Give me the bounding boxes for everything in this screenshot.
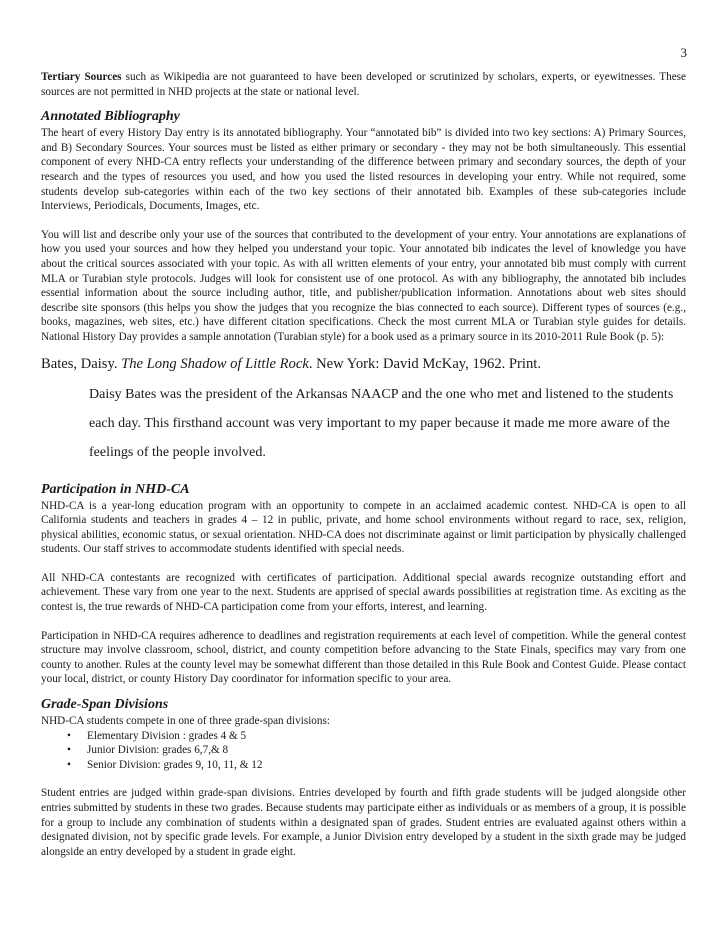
list-item: • Senior Division: grades 9, 10, 11, & 12	[67, 758, 263, 771]
annotated-bibliography-paragraph-2: You will list and describe only your use of the sources that contributed to the development of your entry. Your annotations are explanations of how you used your sources and how they helped you understand your topic. Your annotated bib indicates the level of knowledge you have about the critical sources associated with your topic. As with all written elements of your entry, your annotated bib must comply with current MLA or Turabian style protocols. Judges will look for consistent use of one protocol. As with any bibliography, the annotated bib includes essential information about the source including author, title, and publisher/publication information. Annotations about web sites should describe site sponsors (this helps you show the judges that you recognize the bias connected to each source). Different types of sources (e.g., books, magazines, web sites, etc.) have different citation specifications. Check the most current MLA or Turabian style guides for details. National History Day provides a sample annotation (Turabian style) for a book used as a primary source in its 2010-2011 Rule Book (p. 5):	[41, 228, 686, 343]
bullet-icon: •	[67, 744, 71, 757]
citation-publication: . New York: David McKay, 1962. Print.	[308, 355, 541, 372]
annotated-bibliography-paragraph-1: The heart of every History Day entry is its annotated bibliography. Your “annotated bib” is divided into two key sections: A) Primary Sources, and B) Secondary Sources. Your sources must be listed as either primary or secondary - they may not be both simultaneously. This essential component of every NHD-CA entry reflects your understanding of the difference between primary and secondary sources, the depth of your research and the types of resources you used, and how you used the listed resources in developing your entry. While not required, some students develop sub-categories within each of the two key sections of their annotated bib. Examples of these sub-categories include Interviews, Periodicals, Documents, Images, etc.	[41, 127, 686, 213]
participation-paragraph-2: All NHD-CA contestants are recognized with certificates of participation. Additional special awards recognize outstanding effort and achievement. These vary from one year to the next. Students are apprised of special awards possibilities at registration time. As exciting as the contest is, the true rewards of NHD-CA participation come from your efforts, interest, and learning.	[41, 571, 686, 614]
bullet-icon: •	[67, 729, 71, 742]
tertiary-sources-paragraph	[41, 70, 686, 99]
grade-span-paragraph: Student entries are judged within grade-span divisions. Entries developed by fourth and fifth grade students will be judged alongside other entries submitted by students in these two grades. Because students may participate either as individuals or as members of a group, it is possible for a group to include any combination of students within a designated span of grades. Student entries are evaluated against others within a designated division, not by specific grade levels. For example, a Junior Division entry developed by a student in the sixth grade may be judged alongside an entry developed by a student in grade eight.	[41, 787, 686, 858]
participation-paragraph-1: NHD-CA is a year-long education program with an opportunity to compete in an acclaimed academic contest. NHD-CA is open to all California students and teachers in grades 4 – 12 in public, private, and home school environments without regard to race, sex, religion, physical abilities, economic status, or sexual orientation. NHD-CA does not discriminate against or limit participation by physically challenged students. Our staff strives to accommodate students identified with special needs.	[41, 499, 686, 556]
tertiary-sources-text: such as Wikipedia are not guaranteed to have been developed or scrutinized by scholars, experts, or eyewitnesses. These sources are not permitted in NHD projects at the state or national level.	[41, 71, 687, 98]
annotated-bibliography-heading: Annotated Bibliography	[41, 109, 180, 125]
list-item: • Junior Division: grades 6,7,& 8	[67, 744, 229, 757]
participation-paragraph-3: Participation in NHD-CA requires adherence to deadlines and registration requirements at each level of competition. While the general contest structure may involve classroom, school, district, and county competition before advancing to the State Finals, specifics may vary from one county to another. Rules at the county level may be somewhat different than those detailed in this Rule Book and Contest Guide. Please contact your local, district, or county History Day coordinator for information specific to your area.	[41, 629, 686, 686]
page-content	[41, 70, 686, 859]
grade-span-list	[41, 729, 686, 773]
page-number: 3	[680, 45, 687, 60]
citation-author: Bates, Daisy.	[41, 355, 122, 372]
bullet-icon: •	[67, 758, 71, 771]
list-item: • Elementary Division : grades 4 & 5	[67, 729, 247, 742]
participation-heading: Participation in NHD-CA	[41, 481, 190, 497]
citation-title: The Long Shadow of Little Rock	[121, 355, 309, 372]
tertiary-sources-label: Tertiary Sources	[41, 71, 122, 83]
sample-annotation: Daisy Bates was the president of the Arkansas NAACP and the one who met and listened to the students each day. This firsthand account was very important to my paper because it made me more aware of the feelings of the people involved.	[89, 386, 674, 460]
sample-citation	[41, 355, 686, 373]
grade-span-intro: NHD-CA students compete in one of three grade-span divisions:	[41, 715, 330, 728]
grade-span-heading: Grade-Span Divisions	[41, 697, 169, 713]
